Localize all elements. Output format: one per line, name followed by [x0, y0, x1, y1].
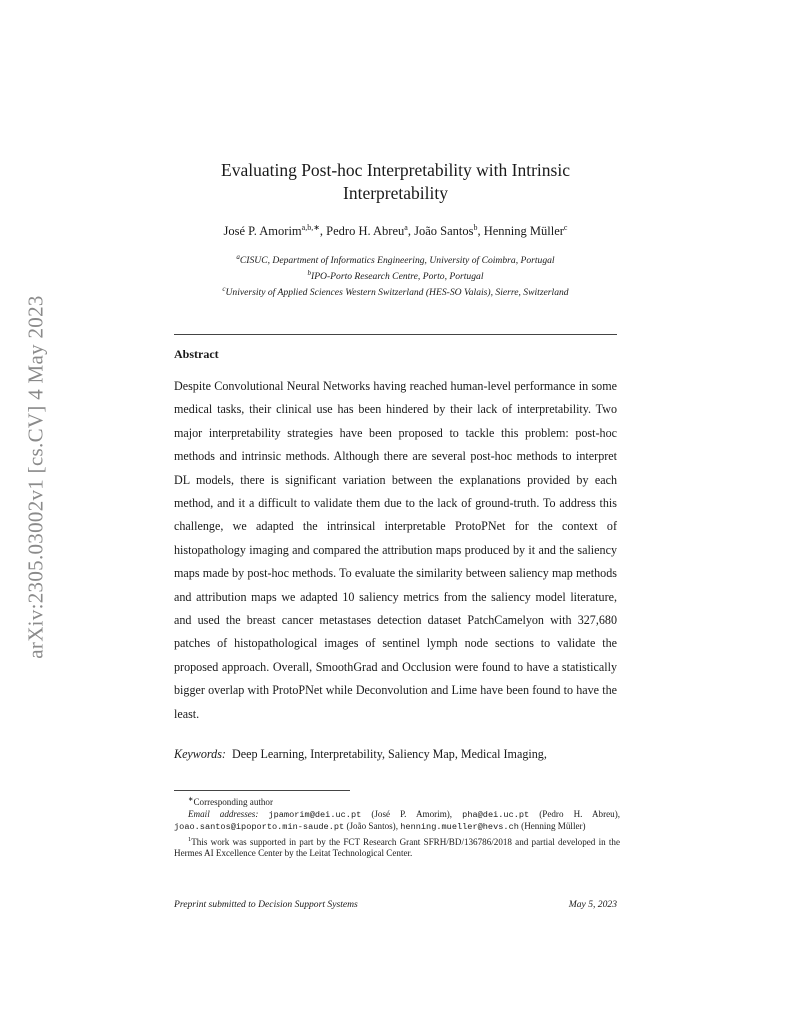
author-name: José P. Amorim: [223, 224, 302, 239]
keywords-label: Keywords:: [174, 747, 226, 761]
author-separator: ,: [477, 224, 484, 239]
email-footnote: [174, 809, 620, 834]
email-link[interactable]: henning.mueller@hevs.ch: [400, 822, 519, 833]
affiliation-mark: b: [307, 269, 311, 278]
abstract-body: Despite Convolutional Neural Networks having reached human-level performance in some medical tasks, their clinical use has been hindered by their lack of interpretability. Two major interpretability strategies have been proposed to tackle this problem: post-hoc methods and intrinsic methods. Although there are several post-hoc methods to interpret DL models, there is significant variation between the explanations provided by each method, and it a difficult to validate them due to the lack of ground-truth. To address this challenge, we adapted the intrinsical interpretable ProtoPNet for the context of histopathology imaging and compared the attribution maps produced by it and the saliency maps made by post-hoc methods. To evaluate the similarity between saliency map methods and attribution maps we adapted 10 saliency metrics from the saliency model literature, and used the breast cancer metastases detection dataset PatchCamelyon with 327,680 patches of histopathological images of sentinel lymph node sections to validate the proposed approach. Overall, SmoothGrad and Occlusion were found to have a statistically bigger overlap with ProtoPNet while Deconvolution and Lime have been found to have the least.: [174, 379, 617, 721]
author-name: Pedro H. Abreu: [326, 224, 405, 239]
keywords-line: [174, 747, 617, 762]
footnote-mark: 1: [188, 835, 192, 843]
author-name: João Santos: [414, 224, 474, 239]
author-affil-mark: a: [404, 223, 408, 232]
affiliation-text: CISUC, Department of Informatics Engineering, University of Coimbra, Portugal: [239, 255, 555, 267]
affiliation-item: [164, 283, 627, 299]
affiliation-item: [164, 251, 627, 267]
author-affil-mark: b: [473, 223, 478, 232]
author-separator: ,: [319, 224, 327, 239]
email-owner: (João Santos),: [344, 821, 401, 832]
email-link[interactable]: jpamorim@dei.uc.pt: [268, 809, 362, 820]
funding-footnote: [174, 834, 620, 860]
affiliation-text: University of Applied Sciences Western Switzerland (HES-SO Valais), Sierre, Switzerland: [225, 287, 569, 299]
footnote-rule: [174, 790, 350, 791]
author-affil-mark: a,b,∗: [301, 223, 320, 232]
abstract-heading: Abstract: [174, 347, 219, 361]
paper-title: Evaluating Post-hoc Interpretability with Intrinsic Interpretability: [221, 160, 570, 203]
affiliation-mark: c: [222, 285, 226, 294]
email-owner: (José P. Amorim),: [361, 808, 463, 819]
arxiv-sidebar: [0, 0, 60, 1024]
author-affil-mark: c: [563, 223, 568, 232]
email-link[interactable]: pha@dei.uc.pt: [462, 809, 530, 820]
preprint-notice: Preprint submitted to Decision Support Systems: [174, 899, 358, 910]
author-list: [174, 223, 617, 239]
author-separator: ,: [407, 224, 415, 239]
author-name: Henning Müller: [483, 224, 564, 239]
corresponding-footnote: [174, 794, 620, 809]
email-label: Email addresses:: [188, 808, 259, 819]
funding-text: This work was supported in part by the FCT Research Grant SFRH/BD/136786/2018 and partial developed in the Hermes AI Excellence Center by the Leitat Technological Center.: [174, 836, 620, 859]
affiliation-mark: a: [236, 253, 240, 261]
footnote-mark: ∗: [188, 796, 194, 803]
email-link[interactable]: joao.santos@ipoporto.min-saude.pt: [174, 822, 345, 833]
header-rule: [174, 334, 617, 335]
corresponding-text: Corresponding author: [193, 797, 274, 808]
arxiv-identifier: arXiv:2305.03002v1 [cs.CV] 4 May 2023: [23, 295, 48, 659]
keywords-text: Deep Learning, Interpretability, Saliency Map, Medical Imaging,: [231, 747, 547, 761]
affiliation-item: [164, 267, 627, 283]
email-owner: (Pedro H. Abreu),: [529, 808, 621, 819]
affiliation-text: IPO-Porto Research Centre, Porto, Portugal: [311, 271, 484, 283]
footnotes: [174, 794, 620, 860]
affiliation-list: [164, 251, 627, 300]
footer-date: May 5, 2023: [568, 899, 617, 910]
email-owner: (Henning Müller): [518, 821, 586, 832]
